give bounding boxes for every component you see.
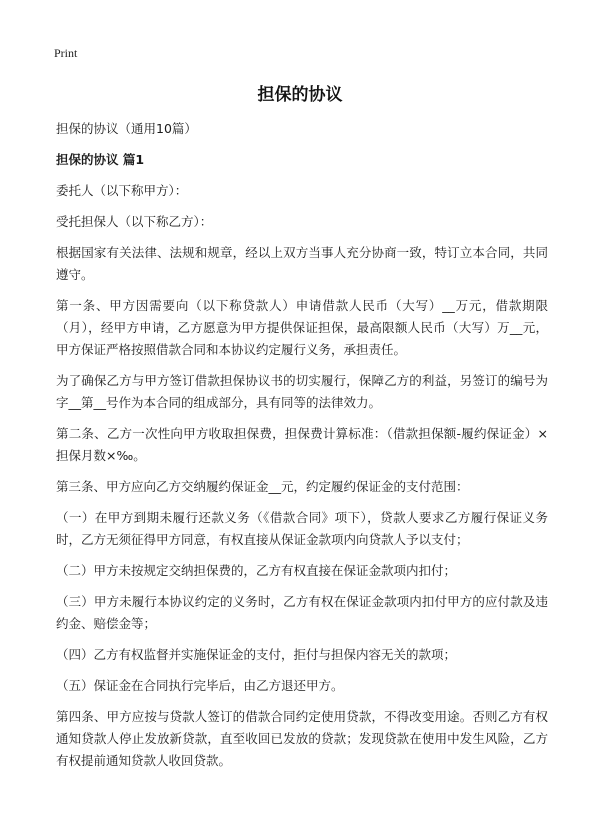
document-title: 担保的协议 xyxy=(257,85,343,105)
document-subtitle: 担保的协议（通用10篇） xyxy=(56,121,197,136)
paragraph-item-2: （二）甲方未按规定交纳担保费的，乙方有权直接在保证金款项内扣付； xyxy=(56,563,457,578)
paragraph-item-1: （一）在甲方到期未履行还款义务（《借款合同》项下），贷款人要求乙方履行保证义务时，乙方无须征得甲方同意，有权直接从保证金款项内向贷款人予以支付； xyxy=(56,510,548,547)
section-heading: 担保的协议 篇1 xyxy=(56,152,145,167)
print-label: Print xyxy=(54,46,78,60)
paragraph-item-4: （四）乙方有权监督并实施保证金的支付，拒付与担保内容无关的款项； xyxy=(56,647,457,662)
paragraph-guarantor: 受托担保人（以下称乙方）： xyxy=(56,214,213,229)
paragraph-item-3: （三）甲方未履行本协议约定的义务时，乙方有权在保证金款项内扣付甲方的应付款及违约金、赔偿金等； xyxy=(56,594,548,631)
paragraph-supplement: 为了确保乙方与甲方签订借款担保协议书的切实履行，保障乙方的利益，另签订的编号为字__第__号作为本合同的组成部分，具有同等的法律效力。 xyxy=(56,373,548,410)
paragraph-item-5: （五）保证金在合同执行完毕后，由乙方退还甲方。 xyxy=(56,678,344,693)
paragraph-article-2: 第二条、乙方一次性向甲方收取担保费，担保费计算标准：（借款担保额-履约保证金）×担保月数×‰。 xyxy=(56,426,548,463)
paragraph-article-4: 第四条、甲方应按与贷款人签订的借款合同约定使用贷款，不得改变用途。否则乙方有权通知贷款人停止发放新贷款，直至收回已发放的贷款；发现贷款在使用中发生风险，乙方有权提前通知贷款人收回贷款。 xyxy=(56,709,548,768)
paragraph-principal: 委托人（以下称甲方）： xyxy=(56,183,188,198)
paragraph-preamble: 根据国家有关法律、法规和规章，经以上双方当事人充分协商一致，特订立本合同，共同遵守。 xyxy=(56,245,548,282)
paragraph-article-1: 第一条、甲方因需要向（以下称贷款人）申请借款人民币（大写）__万元，借款期限（月），经甲方申请，乙方愿意为甲方提供保证担保，最高限额人民币（大写）万__元，甲方保证严格按照借款合同和本协议约定履行义务，承担责任。 xyxy=(56,298,548,357)
paragraph-article-3: 第三条、甲方应向乙方交纳履约保证金__元，约定履约保证金的支付范围： xyxy=(56,479,469,494)
document-body xyxy=(56,118,548,781)
